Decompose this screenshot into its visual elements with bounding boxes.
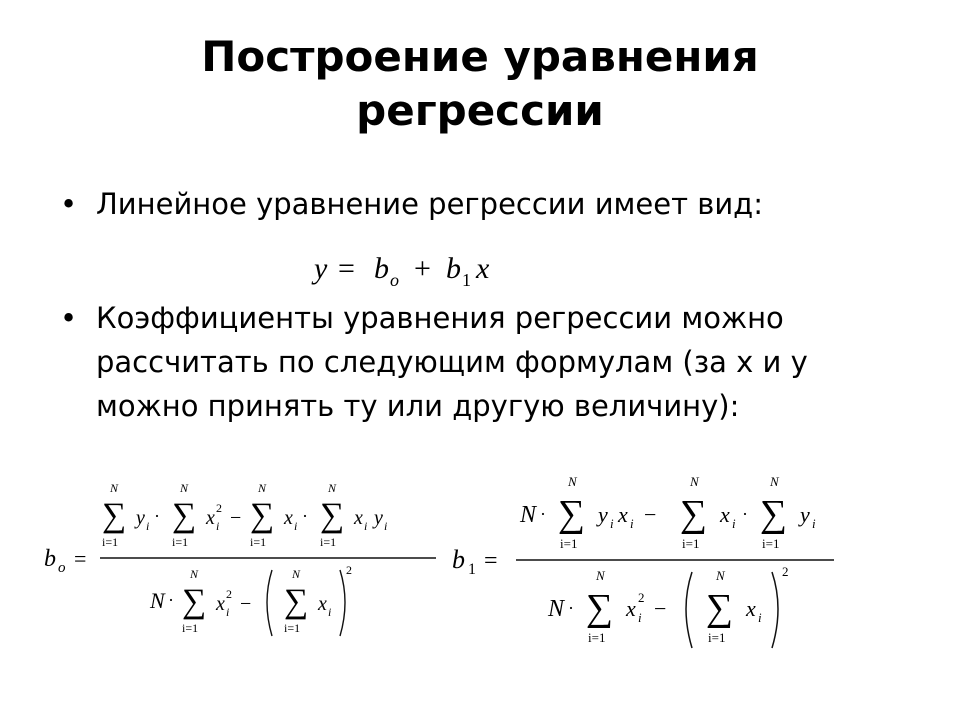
svg-text:y: y [800,502,810,527]
bullet-text: Линейное уравнение регрессии имеет вид: [96,187,763,221]
b1-denominator [547,564,789,648]
formula-y: y [314,252,328,285]
svg-text:N: N [328,481,337,495]
bullet-coefficients [60,296,900,428]
formula-b0-sub: o [390,270,399,290]
svg-text:i=1: i=1 [588,630,606,645]
svg-text:N: N [596,568,605,583]
svg-text:N: N [690,474,699,489]
svg-text:i: i [638,610,642,625]
b1-lhs: b [452,545,465,574]
svg-text:2: 2 [638,590,645,605]
bullet-dot-icon: • [60,187,78,221]
linear-equation-formula [300,246,520,292]
svg-text:∑: ∑ [706,587,734,629]
svg-text:∑: ∑ [284,583,309,620]
svg-text:∑: ∑ [586,587,614,629]
svg-text:−: − [230,507,242,529]
slide-title [0,30,960,138]
svg-text:i: i [758,610,762,625]
b0-numerator [102,481,387,549]
svg-text:∑: ∑ [172,497,197,534]
svg-text:i=1: i=1 [682,536,700,551]
svg-text:N: N [548,596,565,622]
b1-eq: = [484,548,498,574]
svg-text:i: i [384,519,388,533]
svg-text:i=1: i=1 [762,536,780,551]
b1-lhs-sub: 1 [468,561,476,578]
formula-b0: b [374,252,389,285]
svg-text:i: i [328,605,332,619]
svg-text:N: N [716,568,725,583]
formula-b1-sub: 1 [462,270,471,290]
svg-text:i=1: i=1 [102,535,119,549]
svg-text:N: N [150,588,165,613]
svg-text:x: x [354,507,363,529]
svg-text:i=1: i=1 [182,621,199,635]
svg-text:y: y [598,502,608,527]
svg-text:N: N [520,502,537,528]
svg-text:∑: ∑ [760,493,788,535]
svg-text:−: − [644,502,657,527]
svg-text:N: N [258,481,267,495]
svg-text:−: − [654,596,667,621]
svg-text:i: i [294,519,298,533]
svg-text:N: N [190,567,199,581]
formula-x: x [476,252,490,285]
svg-text:x: x [206,507,215,529]
svg-text:x: x [216,593,225,615]
svg-text:2: 2 [216,501,222,515]
svg-text:x: x [626,596,636,621]
svg-text:i=1: i=1 [560,536,578,551]
svg-text:i: i [364,519,368,533]
svg-text:·: · [302,506,308,526]
svg-text:N: N [770,474,779,489]
bullet-dot-icon: • [60,301,78,335]
svg-text:i: i [630,516,634,531]
svg-text:·: · [154,506,160,526]
b0-lhs: b [44,546,56,572]
svg-text:x: x [284,507,293,529]
svg-text:i=1: i=1 [284,621,301,635]
svg-text:x: x [720,502,730,527]
svg-text:∑: ∑ [320,497,345,534]
title-line-2: регрессии [356,86,604,135]
svg-text:y: y [136,507,145,529]
svg-text:i: i [732,516,736,531]
svg-text:y: y [374,507,383,529]
svg-text:N: N [180,481,189,495]
svg-text:N: N [292,567,301,581]
title-line-1: Построение уравнения [201,32,759,81]
svg-text:∑: ∑ [250,497,275,534]
svg-text:i=1: i=1 [320,535,337,549]
formula-eq: = [338,252,355,285]
svg-text:·: · [540,504,546,524]
formula-b1: b [446,252,461,285]
svg-text:·: · [568,598,574,618]
svg-text:·: · [168,590,174,610]
b0-eq: = [74,546,87,571]
b1-numerator [519,474,816,551]
b0-formula [40,478,440,648]
svg-text:i: i [146,519,150,533]
bullet-text: Коэффициенты уравнения регрессии можно рассчитать по следующим формулам (за x и y можно принять ту или другую величину): [96,301,808,423]
b0-denominator [149,563,352,636]
svg-text:2: 2 [346,563,352,577]
svg-text:−: − [240,593,252,615]
svg-text:i: i [610,516,614,531]
svg-text:i: i [812,516,816,531]
svg-text:∑: ∑ [680,493,708,535]
svg-text:i: i [226,605,230,619]
svg-text:N: N [568,474,577,489]
svg-text:N: N [110,481,119,495]
svg-text:x: x [618,502,628,527]
svg-text:·: · [742,504,748,524]
svg-text:i=1: i=1 [172,535,189,549]
svg-text:i: i [216,519,220,533]
b1-formula [448,470,840,660]
svg-text:2: 2 [782,564,789,579]
svg-text:2: 2 [226,587,232,601]
svg-text:x: x [318,593,327,615]
svg-text:i=1: i=1 [250,535,267,549]
b0-lhs-sub: o [58,560,66,576]
svg-text:∑: ∑ [182,583,207,620]
svg-text:i=1: i=1 [708,630,726,645]
formula-plus: + [414,252,431,285]
svg-text:∑: ∑ [102,497,127,534]
bullet-linear-equation [60,182,900,226]
svg-text:∑: ∑ [558,493,586,535]
svg-text:x: x [746,596,756,621]
